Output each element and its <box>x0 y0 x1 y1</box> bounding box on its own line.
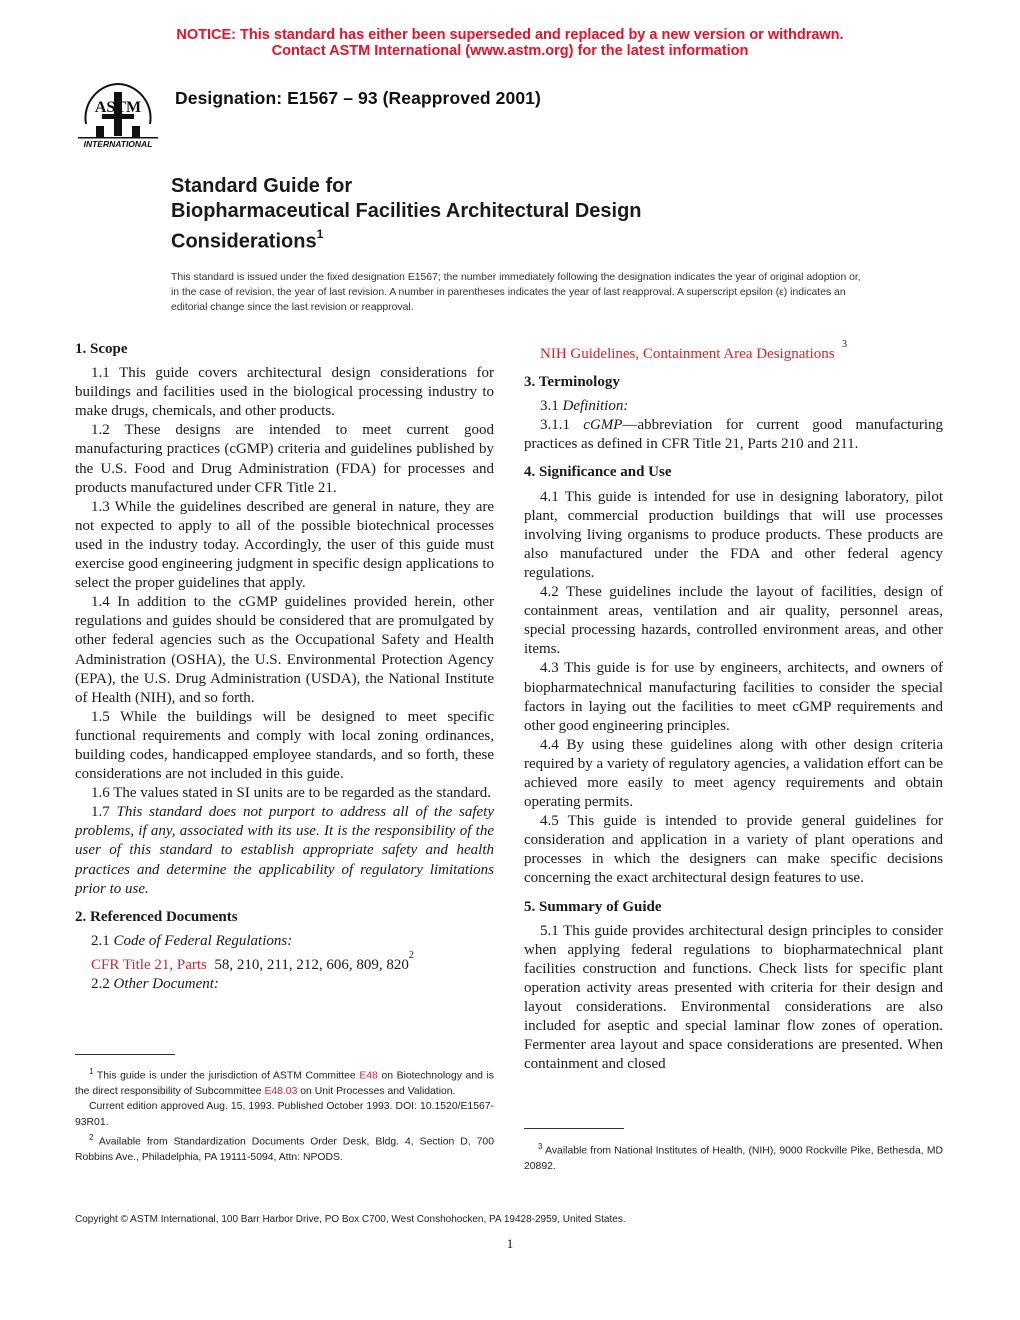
right-column <box>524 340 943 1074</box>
nih-guidelines-link[interactable]: NIH Guidelines, Containment Area Designations <box>540 346 835 362</box>
paragraph-4-1: 4.1 This guide is intended for use in designing laboratory, pilot plant, commercial production buildings that will use processes involving living organisms to produce products. These products are also manufactured under the FDA and other federal agency regulations. <box>524 488 943 581</box>
intro-note: This standard is issued under the fixed designation E1567; the number immediately following the designation indicates the year of original adoption or, in the case of revision, the year of last revision. A number in parentheses indicates the year of last reapproval. A superscript epsilon (ε) indicates an editorial change since the last revision or reapproval. <box>171 272 861 313</box>
paragraph-5-1: 5.1 This guide provides architectural design principles to consider when applying federal regulations to biopharmatechnical plant facilities construction and functions. Check lists for specific plant operation activity areas presented with criteria for their design and layout considerations. Environmental considerations are also included for aseptic and special laminar flow zones of operation. Fermenter area layout and space considerations are presented. When containment and closed <box>524 922 943 1073</box>
cfr-reference: CFR Title 21, Parts 58, 210, 211, 212, 606, 809, $820^2$ <box>91 949 414 973</box>
title-footnote-mark: 1 <box>316 227 324 241</box>
paragraph-1-7: 1.7 This standard does not purport to address all of the safety problems, if any, associated with its use. It is the responsibility of the user of this standard to establish appropriate safety and health practices and determine the applicability of regulatory limitations prior to use. <box>75 804 495 897</box>
footnote-1: $^1$ This guide is under the jurisdiction of ASTM Committee E48 on Biotechnology and is the direct responsibility of Subcommittee E48.03 on Unit Processes and Validation. <box>75 1067 495 1097</box>
logo-subtext: INTERNATIONAL <box>83 139 153 149</box>
cfr-title-21-link[interactable]: CFR Title 21, Parts <box>91 956 207 973</box>
paragraph-4-5: 4.5 This guide is intended to provide general guidelines for consideration and application in a variety of plant operations and processes in which the designers can make specific decisions concerning the exact architectural design features to use. <box>524 813 943 887</box>
paragraph-4-4: 4.4 By using these guidelines along with other design criteria required by a variety of regulatory agencies, a validation effort can be achieved more easily to meet agency requirements and obtain operating permits. <box>524 736 943 811</box>
title-line-1: Standard Guide for <box>171 175 353 197</box>
copyright-line: Copyright © ASTM International, 100 Barr Harbor Drive, PO Box C700, West Conshohocken, PA 19428-2959, United States. <box>75 1214 626 1225</box>
paragraph-1-2: 1.2 These designs are intended to meet current good manufacturing practices (cGMP) criteria and guidelines published by the U.S. Food and Drug Administration (FDA) for processes and products manufactured under CFR Title 21. <box>75 422 494 496</box>
designation: Designation: E1567 – 93 (Reapproved 2001) <box>175 88 541 108</box>
document-title <box>171 174 642 255</box>
paragraph-1-4: 1.4 In addition to the cGMP guidelines provided herein, other regulations and guides should be considered that are promulgated by other federal agencies such as the Occupational Safety and Health Administration (OSHA), the U.S. Environmental Protection Agency (EPA), the U.S. Drug Administration (USDA), the National Institute of Health (NIH), and so forth. <box>75 594 494 706</box>
left-column <box>75 340 494 994</box>
paragraph-4-3: 4.3 This guide is for use by engineers, architects, and owners of biopharmatechnical manufacturing facilities to consider the special factors in laying out the facilities to meet cGMP requirements and other good engineering principles. <box>524 660 943 734</box>
right-footnotes <box>524 1128 943 1174</box>
paragraph-1-6: 1.6 The values stated in SI units are to be regarded as the standard. <box>91 785 492 802</box>
section-3-heading: 3. Terminology <box>524 374 620 391</box>
notice-line-2: Contact ASTM International (www.astm.org) for the latest information <box>271 43 749 59</box>
footnote-rule-right <box>524 1128 624 1129</box>
paragraph-3-1-1: 3.1.1 cGMP—abbreviation for current good manufacturing practices as defined in CFR Title 21, Parts 210 and 211. <box>524 417 944 453</box>
footnote-2: $^2$ Available from Standardization Documents Order Desk, Bldg. 4, Section D, 700 Robbins Ave., Philadelphia, PA 19111-5094, Attn: NPODS. <box>75 1133 494 1164</box>
committee-e48-link[interactable]: E48 <box>359 1070 378 1082</box>
paragraph-2-2: 2.2 Other Document: <box>91 976 219 992</box>
section-5-heading: 5. Summary of Guide <box>524 898 662 915</box>
page-number: 1 <box>506 1236 514 1251</box>
paragraph-1-1: 1.1 This guide covers architectural design considerations for buildings and facilities used in the biological processing industry to make drugs, chemicals, and other products. <box>75 365 494 420</box>
section-4-heading: 4. Significance and Use <box>524 464 672 481</box>
left-footnotes <box>75 1054 494 1166</box>
paragraph-1-5: 1.5 While the buildings will be designed to meet specific functional requirements and comply with local zoning ordinances, building codes, handicapped employee standards, and so forth, these considerations are not included in this guide. <box>75 708 494 783</box>
notice-line-1: NOTICE: This standard has either been superseded and replaced by a new version or withdrawn. <box>176 27 844 43</box>
section-1-heading: 1. Scope <box>75 341 128 357</box>
subcommittee-e48-03-link[interactable]: E48.03 <box>264 1085 298 1097</box>
footnote-3: $^3$ Available from National Institutes of Health, (NIH), 9000 Rockville Pike, Bethesda, MD 20892. <box>524 1142 943 1172</box>
paragraph-2-1: 2.1 Code of Federal Regulations: <box>91 932 293 949</box>
nih-reference: NIH Guidelines, Containment Area Designations $^3$ <box>540 339 848 362</box>
paragraph-3-1: 3.1 Definition: <box>540 398 629 415</box>
footnote-1-edition: Current edition approved Aug. 15, 1993. Published October 1993. DOI: 10.1520/E1567-93R01. <box>75 1101 494 1128</box>
logo-text: ASTM <box>94 99 142 116</box>
footnote-rule <box>75 1054 175 1055</box>
title-line-3: Considerations$^1$ <box>171 227 324 253</box>
paragraph-4-2: 4.2 These guidelines include the layout of facilities, design of containment areas, ventilation and air quality, personnel areas, special processing hazards, controlled environment areas, and other items. <box>524 584 943 658</box>
astm-logo <box>74 74 162 150</box>
title-line-2: Biopharmaceutical Facilities Architectural Design <box>171 200 642 222</box>
paragraph-1-3: 1.3 While the guidelines described are general in nature, they are not expected to apply to all of the possible biotechnical processes used in the industry today. Accordingly, the user of this guide must exercise good engineering judgment in specific design applications to select the proper guidelines that apply. <box>75 498 494 592</box>
section-2-heading: 2. Referenced Documents <box>75 908 238 925</box>
